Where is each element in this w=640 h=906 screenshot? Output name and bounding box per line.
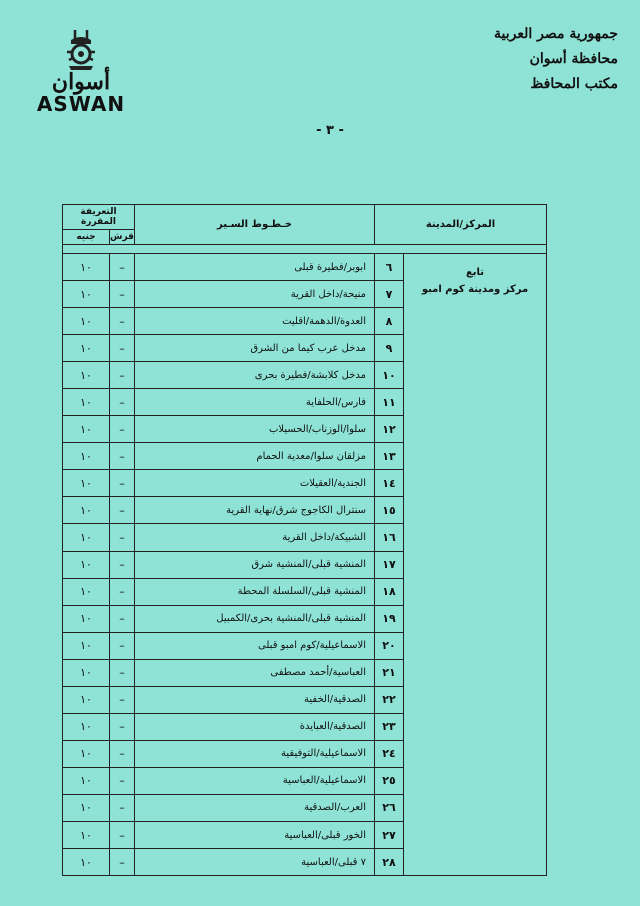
route-name: المنشية قبلى/السلسلة المحطة [135,578,375,605]
fare-piastre: – [110,659,135,686]
row-number: ٩ [375,335,404,362]
city-cell [404,254,547,876]
row-number: ٢٢ [375,686,404,713]
row-number: ١١ [375,389,404,416]
fare-piastre: – [110,713,135,740]
fare-pound: ١٠ [63,497,110,524]
route-name: الشبيكة/داخل القرية [135,524,375,551]
fare-piastre: – [110,281,135,308]
city-header: المركز/المدينة [375,205,547,245]
row-number: ١٩ [375,605,404,632]
fare-pound: ١٠ [63,849,110,876]
piastre-header: قرش [110,230,135,245]
fare-pound: ١٠ [63,362,110,389]
row-number: ١٤ [375,470,404,497]
row-number: ٢٦ [375,794,404,821]
fare-piastre: – [110,443,135,470]
row-number: ٢٧ [375,821,404,848]
routes-header: خـطـوط السـير [135,205,375,245]
row-number: ١٥ [375,497,404,524]
city-continued-label: تابع [465,267,485,278]
route-name: الاسماعيلية/كوم امبو قبلى [135,632,375,659]
fare-piastre: – [110,632,135,659]
fare-piastre: – [110,849,135,876]
fare-piastre: – [110,686,135,713]
row-number: ١٣ [375,443,404,470]
fare-pound: ١٠ [63,767,110,794]
route-name: المنشية قبلى/المنشية شرق [135,551,375,578]
fare-pound: ١٠ [63,821,110,848]
table-row [63,254,547,281]
fare-pound: ١٠ [63,443,110,470]
row-number: ١٨ [375,578,404,605]
fare-table [62,204,547,876]
row-number: ٢١ [375,659,404,686]
fare-piastre: – [110,767,135,794]
route-name: الجندية/العقيلات [135,470,375,497]
fare-piastre: – [110,362,135,389]
logo-arabic-text: أسوان [51,69,111,95]
route-name: العرب/الصدقية [135,794,375,821]
route-name: المنشية قبلى/المنشية بحرى/الكمبيل [135,605,375,632]
row-number: ١٠ [375,362,404,389]
fare-piastre: – [110,254,135,281]
route-name: الاسماعيلية/العباسية [135,767,375,794]
fare-piastre: – [110,794,135,821]
header-office: مكتب المحافظ [530,76,618,92]
fare-piastre: – [110,389,135,416]
row-number: ٢٠ [375,632,404,659]
route-name: ٧ قبلى/العباسية [135,849,375,876]
row-number: ٢٥ [375,767,404,794]
route-name: العدوة/الدهمة/اقليت [135,308,375,335]
row-number: ١٢ [375,416,404,443]
fare-pound: ١٠ [63,470,110,497]
header-country: جمهورية مصر العربية [494,26,618,42]
fare-pound: ١٠ [63,281,110,308]
fare-pound: ١٠ [63,686,110,713]
fare-pound: ١٠ [63,632,110,659]
route-name: سنترال الكاجوج شرق/نهاية القرية [135,497,375,524]
fare-pound: ١٠ [63,254,110,281]
tariff-header: التعريفة المقررة [63,205,135,230]
route-name: العباسية/أحمد مصطفى [135,659,375,686]
fare-pound: ١٠ [63,740,110,767]
fare-pound: ١٠ [63,416,110,443]
fare-pound: ١٠ [63,578,110,605]
fare-pound: ١٠ [63,551,110,578]
route-name: الصدقية/العبايدة [135,713,375,740]
fare-pound: ١٠ [63,659,110,686]
row-number: ٢٤ [375,740,404,767]
route-name: مدخل كلابشة/فطيرة بحرى [135,362,375,389]
fare-piastre: – [110,524,135,551]
row-number: ١٦ [375,524,404,551]
page-number: - ٣ - [316,123,344,138]
fare-piastre: – [110,821,135,848]
row-number: ٦ [375,254,404,281]
fare-piastre: – [110,605,135,632]
route-name: سلوا/الوزناب/الحسيلاب [135,416,375,443]
fare-pound: ١٠ [63,524,110,551]
fare-piastre: – [110,578,135,605]
row-number: ٢٨ [375,849,404,876]
row-number: ٨ [375,308,404,335]
fare-pound: ١٠ [63,389,110,416]
fare-piastre: – [110,308,135,335]
row-number: ٧ [375,281,404,308]
route-name: مزلقان سلوا/معدية الحمام [135,443,375,470]
fare-pound: ١٠ [63,713,110,740]
fare-pound: ١٠ [63,794,110,821]
route-name: مدخل عرب كيما من الشرق [135,335,375,362]
fare-piastre: – [110,740,135,767]
row-number: ٢٣ [375,713,404,740]
letterhead [494,22,618,97]
logo-english-text: ASWAN [36,92,126,116]
route-name: منيحة/داخل القرية [135,281,375,308]
aswan-logo [16,28,146,124]
fare-piastre: – [110,470,135,497]
fare-pound: ١٠ [63,308,110,335]
pound-header: جنيه [63,230,110,245]
fare-pound: ١٠ [63,335,110,362]
route-name: الاسماعيلية/التوفيقية [135,740,375,767]
city-name: مركز ومدينة كوم امبو [421,284,529,295]
fare-piastre: – [110,497,135,524]
aswan-emblem-icon [61,28,101,72]
route-name: الصدقية/الخفية [135,686,375,713]
fare-piastre: – [110,551,135,578]
row-number: ١٧ [375,551,404,578]
route-name: فارس/الحلفاية [135,389,375,416]
fare-piastre: – [110,335,135,362]
fare-pound: ١٠ [63,605,110,632]
route-name: ابوبر/فطيرة قبلى [135,254,375,281]
fare-piastre: – [110,416,135,443]
header-governorate: محافظة أسوان [529,51,618,67]
route-name: الخور قبلى/العباسية [135,821,375,848]
